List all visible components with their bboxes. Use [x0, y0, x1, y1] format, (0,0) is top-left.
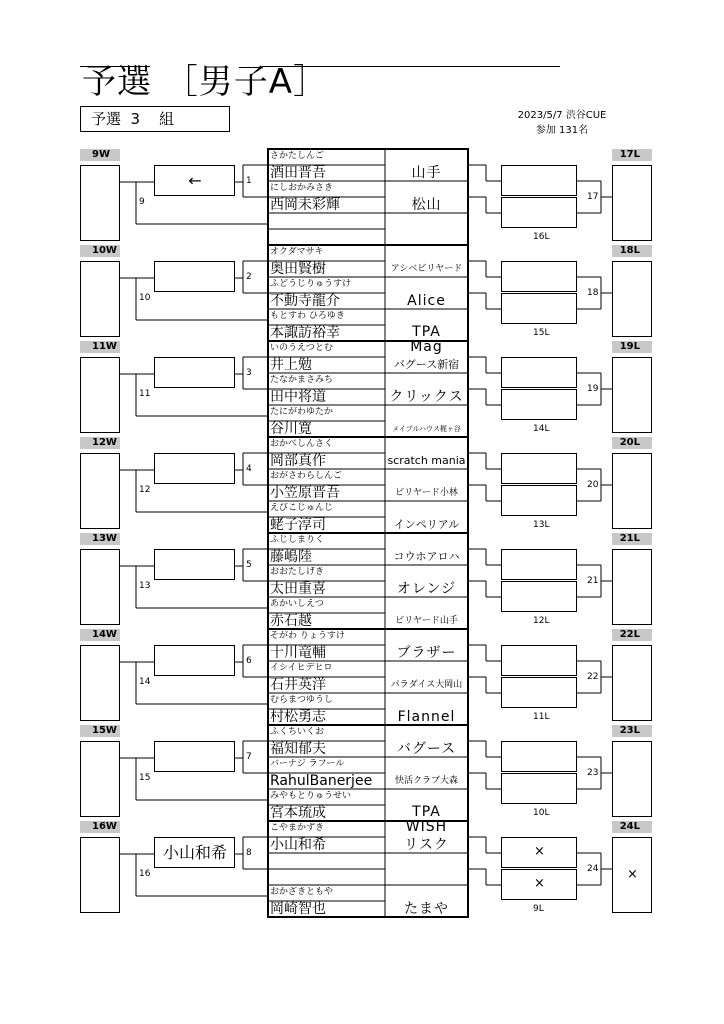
- participant-count: 参加 131名: [535, 125, 589, 136]
- match-number-b: 14: [139, 677, 151, 687]
- match-number-a: 3: [246, 368, 252, 378]
- right-final-box: [613, 166, 652, 241]
- player-name: 酒田晋吾: [270, 165, 326, 181]
- player-club: Flannel: [397, 709, 456, 725]
- player-kana: おかべしんさく: [270, 439, 334, 449]
- player-name: 奥田賢樹: [270, 261, 326, 277]
- player-club: 山手: [411, 165, 442, 181]
- player-club: 松山: [411, 197, 442, 213]
- right-top-box: [502, 262, 577, 292]
- player-club: インペリアル: [393, 518, 460, 531]
- left-final-box: [81, 550, 120, 625]
- player-kana: おがさわらしんご: [270, 471, 343, 481]
- player-kana: たなかまさみち: [270, 375, 334, 385]
- player-club: コウホアロハ: [393, 550, 460, 563]
- player-name: 小笠原晋吾: [270, 485, 340, 501]
- left-qualifier-text: ←: [188, 171, 202, 190]
- left-qualifier-text: [155, 550, 235, 580]
- right-bottom-box: [502, 678, 577, 708]
- player-kana: こやまかずき: [270, 823, 325, 833]
- right-bottom-mark: ×: [534, 876, 545, 891]
- match-number-c: 23: [587, 768, 599, 778]
- match-number-c: 17: [587, 192, 599, 202]
- match-number-d: 16L: [533, 232, 550, 242]
- right-bottom-box: [502, 582, 577, 612]
- right-final-box: [613, 454, 652, 529]
- left-qualifier-text: [155, 646, 235, 676]
- player-club-b: Mag: [410, 339, 443, 355]
- player-name: 岡部真作: [270, 453, 326, 469]
- player-kana: あかいしえつ: [270, 599, 324, 609]
- left-qualifier-text: [155, 358, 235, 388]
- player-club: scratch mania: [387, 454, 466, 467]
- player-name: 赤石越: [270, 613, 312, 629]
- match-number-d: 15L: [533, 328, 550, 338]
- right-bottom-box: [502, 294, 577, 324]
- right-bottom-box: [502, 198, 577, 228]
- right-top-box: [502, 550, 577, 580]
- right-top-box: [502, 166, 577, 196]
- player-name: 西岡未彩輝: [270, 197, 340, 213]
- player-kana: えびこじゅんじ: [270, 503, 334, 513]
- right-final-box: [613, 742, 652, 817]
- player-name: 蛯子淳司: [270, 517, 326, 533]
- player-kana: おおたしげき: [270, 567, 325, 577]
- player-kana: そがわ りょうすけ: [270, 631, 345, 641]
- player-name: 小山和希: [270, 837, 326, 853]
- match-number-a: 4: [246, 464, 252, 474]
- match-number-d: 12L: [533, 616, 550, 626]
- match-number-a: 5: [246, 560, 252, 570]
- left-qualifier-text: [155, 454, 235, 484]
- loser-header: 22L: [612, 629, 652, 641]
- player-name: [268, 229, 385, 245]
- player-club: [385, 869, 468, 885]
- player-name: RahulBanerjee: [270, 773, 373, 789]
- player-kana: みやもとりゅうせい: [270, 791, 352, 801]
- player-kana: オクダマサキ: [270, 247, 324, 257]
- loser-header: 21L: [612, 533, 652, 545]
- player-name: [268, 869, 385, 885]
- player-club: ブラザー: [396, 645, 457, 661]
- left-final-box: [81, 742, 120, 817]
- player-club: バグース新宿: [393, 358, 460, 371]
- player-name: 福知郁夫: [270, 741, 326, 757]
- right-top-box: [502, 358, 577, 388]
- match-number-d: 11L: [533, 712, 550, 722]
- match-number-d: 10L: [533, 808, 550, 818]
- match-number-c: 19: [587, 384, 599, 394]
- match-number-b: 9: [139, 197, 145, 207]
- match-number-d: 13L: [533, 520, 550, 530]
- right-top-box: [502, 646, 577, 676]
- player-name: 藤嶋陸: [270, 549, 312, 565]
- left-final-box: [81, 166, 120, 241]
- player-club: バグース: [396, 741, 457, 757]
- right-final-box: [613, 358, 652, 433]
- right-bottom-box: [502, 774, 577, 804]
- left-final-box: [81, 262, 120, 337]
- match-number-a: 2: [246, 272, 252, 282]
- match-number-c: 20: [587, 480, 599, 490]
- player-club-a: TPA: [412, 804, 441, 820]
- right-final-box: [613, 646, 652, 721]
- player-kana: [268, 215, 385, 227]
- right-final-box: [613, 262, 652, 337]
- loser-header: 24L: [612, 821, 652, 833]
- left-final-box: [81, 646, 120, 721]
- right-top-mark: ×: [534, 844, 545, 859]
- date-venue: 2023/5/7 渋谷CUE: [517, 110, 607, 121]
- match-number-c: 24: [587, 864, 599, 874]
- left-final-box: [81, 358, 120, 433]
- player-kana: もとすわ ひろゆき: [270, 311, 345, 321]
- player-club: メイプルハウス梶ヶ谷: [392, 425, 461, 433]
- loser-header: 17L: [612, 149, 652, 161]
- loser-header: 20L: [612, 437, 652, 449]
- loser-header: 23L: [612, 725, 652, 737]
- player-name: 岡崎智也: [270, 901, 326, 917]
- player-club: パラダイス大岡山: [390, 680, 463, 690]
- player-kana: [268, 855, 385, 867]
- player-club: ビリヤード小林: [395, 488, 458, 498]
- player-club: たまや: [404, 901, 449, 917]
- right-top-box: [502, 454, 577, 484]
- player-kana: いのうえつとむ: [270, 343, 333, 353]
- player-kana: さかたしんご: [270, 151, 325, 161]
- left-qualifier-text: [155, 742, 235, 772]
- winner-header: 13W: [80, 533, 120, 545]
- player-kana: むらまつゆうし: [270, 695, 334, 705]
- player-kana: ふくちいくお: [270, 727, 325, 737]
- player-club: [385, 229, 468, 245]
- loser-header: 19L: [612, 341, 652, 353]
- player-kana: イシイヒデヒロ: [270, 663, 333, 673]
- right-bottom-box: [502, 486, 577, 516]
- left-final-box: [81, 838, 120, 913]
- player-name: 村松勇志: [270, 709, 326, 725]
- match-number-d: 9L: [533, 904, 544, 914]
- player-kana: にしおかみさき: [270, 183, 334, 193]
- player-kana: バーナジ ラフール: [270, 759, 345, 769]
- player-kana: ふどうじりゅうすけ: [270, 279, 352, 289]
- match-number-a: 1: [246, 176, 252, 186]
- player-name: 本諏訪裕幸: [270, 325, 340, 341]
- match-number-c: 18: [587, 288, 599, 298]
- player-club: クリックス: [389, 389, 464, 405]
- player-name: 石井英洋: [270, 677, 326, 693]
- match-number-b: 15: [139, 773, 151, 783]
- right-top-box: [502, 742, 577, 772]
- player-kana: たにがわゆたか: [270, 407, 334, 417]
- winner-header: 9W: [80, 149, 120, 161]
- winner-header: 14W: [80, 629, 120, 641]
- winner-header: 10W: [80, 245, 120, 257]
- winner-header: 16W: [80, 821, 120, 833]
- player-kana: おかざきともや: [270, 887, 334, 897]
- winner-header: 11W: [80, 341, 120, 353]
- match-number-b: 16: [139, 869, 151, 879]
- player-name: 十川竜輔: [270, 645, 326, 661]
- player-club-b: WISH: [405, 819, 448, 835]
- player-club: オレンジ: [396, 581, 457, 597]
- match-number-b: 10: [139, 293, 151, 303]
- player-club: Alice: [407, 293, 446, 309]
- match-number-a: 7: [246, 752, 252, 762]
- page-title: 予選 ［男子A］: [82, 62, 329, 102]
- left-qualifier-text: [155, 262, 235, 292]
- player-club: アシベビリヤード: [390, 264, 463, 274]
- match-number-b: 11: [139, 389, 151, 399]
- match-number-c: 21: [587, 576, 599, 586]
- player-club-a: TPA: [412, 324, 441, 340]
- player-name: 宮本琉成: [270, 805, 326, 821]
- winner-header: 12W: [80, 437, 120, 449]
- player-club: 快活クラブ大森: [394, 776, 458, 786]
- right-final-box: [613, 550, 652, 625]
- right-final-mark: ×: [627, 867, 638, 882]
- player-kana: ふじしまりく: [270, 535, 325, 545]
- player-name: 太田重喜: [270, 581, 326, 597]
- group-label: 予選 3 組: [80, 106, 230, 132]
- loser-header: 18L: [612, 245, 652, 257]
- player-club: リスク: [404, 837, 449, 853]
- match-number-a: 6: [246, 656, 252, 666]
- right-bottom-box: [502, 390, 577, 420]
- match-number-b: 13: [139, 581, 151, 591]
- left-final-box: [81, 454, 120, 529]
- player-name: 井上勉: [270, 357, 312, 373]
- player-name: 谷川寛: [270, 421, 312, 437]
- player-name: 不動寺龍介: [270, 293, 340, 309]
- winner-header: 15W: [80, 725, 120, 737]
- player-name: 田中将道: [270, 389, 326, 405]
- match-number-b: 12: [139, 485, 151, 495]
- left-qualifier-text: 小山和希: [162, 843, 227, 862]
- match-number-c: 22: [587, 672, 599, 682]
- match-number-a: 8: [246, 848, 252, 858]
- player-club: ビリヤード山手: [395, 616, 458, 626]
- match-number-d: 14L: [533, 424, 550, 434]
